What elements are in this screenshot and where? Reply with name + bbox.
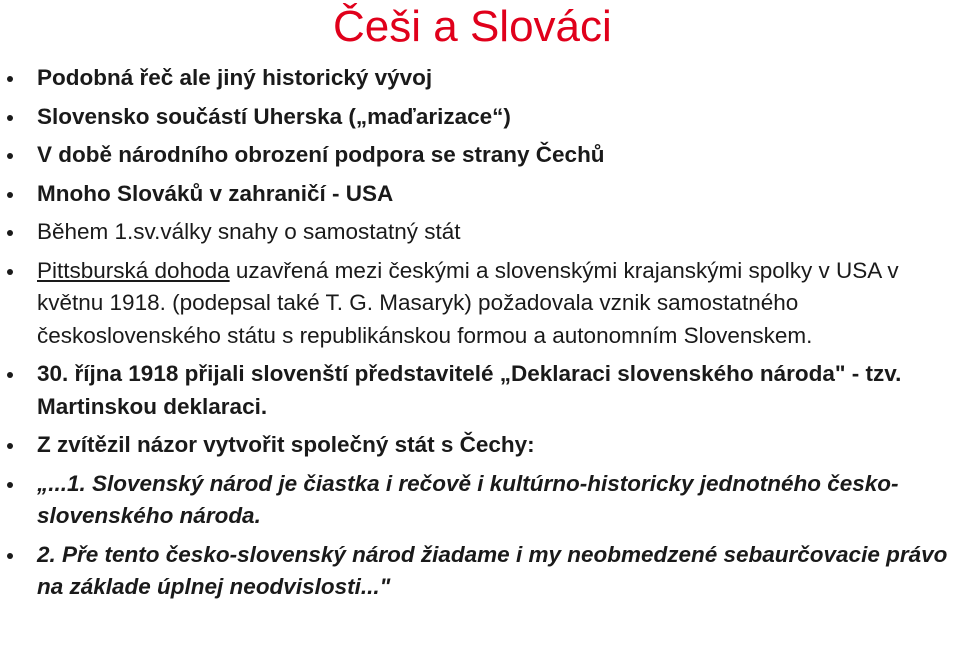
bullet-text: Slovensko součástí Uherska („maďarizace“) (37, 103, 511, 129)
bullet-dot-icon (7, 153, 13, 159)
bullet-item (0, 358, 960, 423)
bullet-item (0, 255, 960, 353)
bullet-item (0, 216, 960, 249)
bullet-item (0, 139, 960, 172)
pittsburgh-agreement-link[interactable]: Pittsburská dohoda (37, 257, 230, 283)
slide-title: Češi a Slováci (333, 2, 612, 51)
bullet-text: 2. Pře tento česko-slovenský národ žiadame i my neobmedzené sebaurčovacie právo na základe úplnej neodvislosti..." (37, 541, 948, 599)
bullet-dot-icon (7, 269, 13, 275)
bullet-item (0, 178, 960, 211)
bullet-text: Podobná řeč ale jiný historický vývoj (37, 65, 433, 90)
bullet-text: Během 1.sv.války snahy o samostatný stát (37, 219, 461, 244)
bullet-dot-icon (7, 76, 13, 82)
bullet-text: „...1. Slovenský národ je čiastka i rečově i kultúrno-historicky jednotného česko-slovenského národa. (37, 470, 899, 528)
bullet-dot-icon (7, 192, 13, 198)
bullet-text: Mnoho Slováků v zahraničí - USA (37, 180, 394, 206)
bullet-dot-icon (7, 553, 13, 559)
bullet-text: 30. října 1918 přijali slovenští představitelé „Deklaraci slovenského národa" - tzv. Martinskou deklaraci. (37, 361, 902, 419)
bullet-item (0, 468, 960, 533)
bullet-dot-icon (7, 115, 13, 121)
bullet-item (0, 539, 960, 604)
bullet-text: Z zvítězil názor vytvořit společný stát s Čechy: (37, 432, 535, 457)
bullet-dot-icon (7, 443, 13, 449)
bullet-item (0, 429, 960, 462)
bullet-text: V době národního obrození podpora se strany Čechů (37, 142, 605, 167)
bullet-list (0, 62, 960, 610)
bullet-dot-icon (7, 482, 13, 488)
bullet-item (0, 62, 960, 95)
bullet-dot-icon (7, 372, 13, 378)
bullet-item (0, 101, 960, 134)
bullet-text: uzavřená mezi českými a slovenskými krajanskými spolky v USA v květnu 1918. (podepsal také T. G. Masaryk) požadovala vznik samostatného československého státu s republikánskou formou a autonomním Slovenskem. (37, 257, 899, 348)
bullet-dot-icon (7, 230, 13, 236)
